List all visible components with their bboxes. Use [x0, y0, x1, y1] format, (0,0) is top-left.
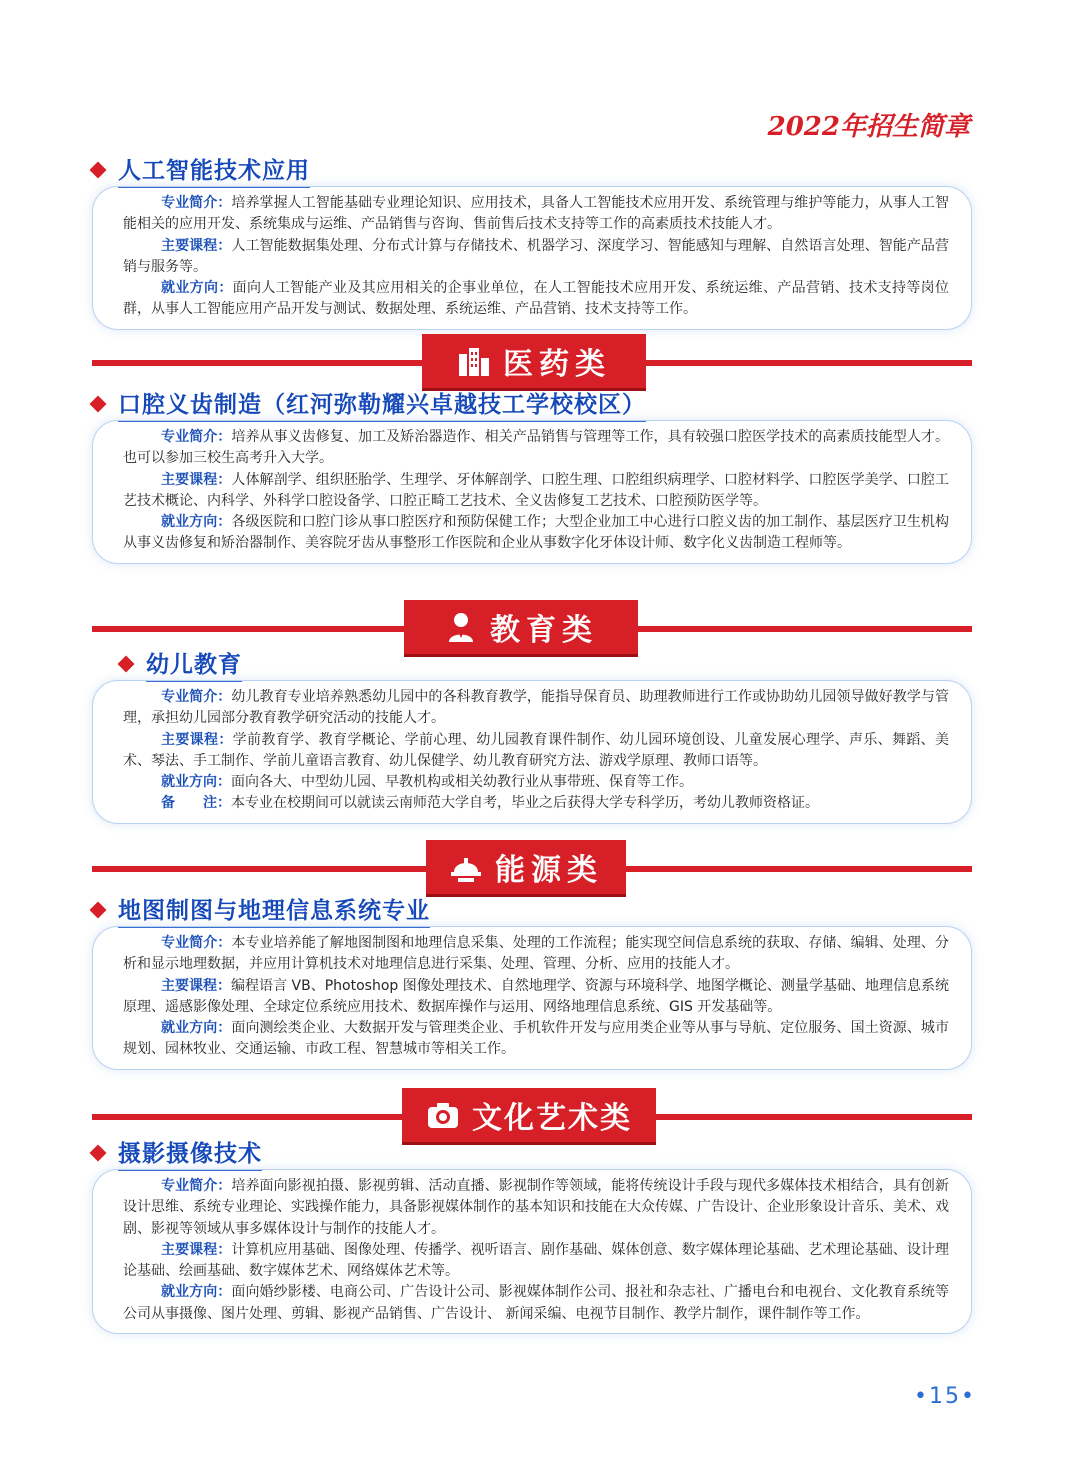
intro-paragraph: 专业简介：本专业培养能了解地图制图和地理信息采集、处理的工作流程；能实现空间信息系统的获取、存储、编辑、处理、分析和显示地理数据，并应用计算机技术对地理信息进行采集、处理、管理、分析、应用的技能人才。 — [123, 935, 950, 973]
page-number: •15• — [914, 1384, 976, 1409]
major-description-box — [92, 186, 972, 330]
courses-paragraph: 主要课程：学前教育学、教育学概论、学前心理、幼儿园教育课件制作、幼儿园环境创设、儿童发展心理学、声乐、舞蹈、美术、琴法、手工制作、学前儿童语言教育、幼儿保健学、幼儿教育研究方法、游戏学原理、教师口语等。 — [123, 731, 950, 769]
major-description-box — [92, 680, 972, 824]
diamond-bullet-icon — [90, 902, 107, 919]
diamond-bullet-icon — [90, 396, 107, 413]
category-label: 文化艺术类 — [472, 1101, 632, 1136]
major-section-dental — [92, 384, 972, 564]
major-description-box — [92, 1169, 972, 1334]
employment-paragraph: 就业方向：面向婚纱影楼、电商公司、广告设计公司、影视媒体制作公司、报社和杂志社、广播电台和电视台、文化教育系统等公司从事摄像、图片处理、剪辑、影视产品销售、广告设计、 新闻采编、电视节目制作、教学片制作，课件制作等工作。 — [123, 1284, 950, 1322]
diamond-bullet-icon — [90, 162, 107, 179]
hard-hat-icon — [449, 850, 483, 884]
major-section-ai — [92, 150, 972, 330]
intro-paragraph: 专业简介：幼儿教育专业培养熟悉幼儿园中的各科教育教学，能指导保育员、助理教师进行工作或协助幼儿园领导做好教学与管理，承担幼儿园部分教育教学研究活动的技能人才。 — [123, 689, 950, 727]
camera-icon — [426, 1098, 460, 1132]
teacher-icon — [444, 610, 478, 644]
employment-paragraph: 就业方向：面向各大、中型幼儿园、早教机构或相关幼教行业从事带班、保育等工作。 — [161, 774, 693, 791]
courses-paragraph: 主要课程：编程语言 VB、Photoshop 图像处理技术、自然地理学、资源与环境科学、地图学概论、测量学基础、地理信息系统原理、遥感影像处理、全球定位系统应用技术、数据库操作与运用、网络地理信息系统、GIS 开发基础等。 — [123, 977, 950, 1015]
category-label: 教育类 — [490, 613, 598, 648]
category-badge — [422, 334, 646, 388]
intro-paragraph: 专业简介：培养面向影视拍摄、影视剪辑、活动直播、影视制作等领域，能将传统设计手段与现代多媒体技术相结合，具有创新设计思维、系统专业理论、实践操作能力，具备影视媒体制作的基本知识和技能在大众传媒、广告设计、企业形象设计音乐、美术、戏剧、影视等领域从事多媒体设计与制作的技能人才。 — [123, 1178, 950, 1237]
brochure-title: 2022年招生简章 — [767, 112, 970, 142]
major-heading — [92, 384, 972, 424]
major-heading — [92, 644, 972, 684]
category-label: 能源类 — [495, 853, 603, 888]
intro-paragraph: 专业简介：培养掌握人工智能基础专业理论知识、应用技术，具备人工智能技术应用开发、系统管理与维护等能力，从事人工智能相关的应用开发、系统集成与运维、产品销售与咨询、售前售后技术支持等工作的高素质技术技能人才。 — [123, 195, 950, 233]
major-description-box — [92, 926, 972, 1070]
category-label: 医药类 — [503, 347, 611, 382]
category-badge — [426, 840, 626, 894]
building-icon — [457, 344, 491, 378]
major-heading — [92, 1133, 972, 1173]
major-section-gis — [92, 890, 972, 1070]
major-title: 人工智能技术应用 — [118, 152, 310, 188]
major-heading — [92, 150, 972, 190]
major-description-box — [92, 420, 972, 564]
major-section-preschool — [92, 644, 972, 824]
employment-paragraph: 就业方向：面向测绘类企业、大数据开发与管理类企业、手机软件开发与应用类企业等从事与导航、定位服务、国土资源、城市规划、园林牧业、交通运输、市政工程、智慧城市等相关工作。 — [123, 1020, 950, 1058]
employment-paragraph: 就业方向：各级医院和口腔门诊从事口腔医疗和预防保健工作；大型企业加工中心进行口腔义齿的加工制作、基层医疗卫生机构从事义齿修复和矫治器制作、美容院牙齿从事整形工作医院和企业从事数字化牙体设计师、数字化义齿制造工程师等。 — [123, 514, 950, 552]
intro-paragraph: 专业简介：培养从事义齿修复、加工及矫治器造作、相关产品销售与管理等工作，具有较强口腔医学技术的高素质技能型人才。也可以参加三校生高考升入大学。 — [123, 429, 950, 467]
courses-paragraph: 主要课程：人工智能数据集处理、分布式计算与存储技术、机器学习、深度学习、智能感知与理解、自然语言处理、智能产品营销与服务等。 — [123, 237, 950, 275]
major-section-photography — [92, 1133, 972, 1334]
diamond-bullet-icon — [90, 1145, 107, 1162]
major-title: 摄影摄像技术 — [118, 1135, 262, 1171]
courses-paragraph: 主要课程：人体解剖学、组织胚胎学、生理学、牙体解剖学、口腔生理、口腔组织病理学、口腔材料学、口腔医学美学、口腔工艺技术概论、内科学、外科学口腔设备学、口腔正畸工艺技术、全义齿修复工艺技术、口腔预防医学等。 — [123, 471, 950, 509]
major-title: 幼儿教育 — [146, 646, 242, 682]
major-heading — [92, 890, 972, 930]
major-title: 地图制图与地理信息系统专业 — [118, 892, 430, 928]
employment-paragraph: 就业方向：面向人工智能产业及其应用相关的企事业单位，在人工智能技术应用开发、系统运维、产品营销、技术支持等岗位群，从事人工智能应用产品开发与测试、数据处理、系统运维、产品营销、技术支持等工作。 — [123, 280, 950, 318]
major-title: 口腔义齿制造（红河弥勒耀兴卓越技工学校校区） — [118, 386, 646, 422]
courses-paragraph: 主要课程：计算机应用基础、图像处理、传播学、视听语言、剧作基础、媒体创意、数字媒体理论基础、艺术理论基础、设计理论基础、绘画基础、数字媒体艺术、网络媒体艺术等。 — [123, 1241, 950, 1280]
diamond-bullet-icon — [118, 656, 135, 673]
remarks-paragraph: 备 注：本专业在校期间可以就读云南师范大学自考，毕业之后获得大学专科学历，考幼儿教师资格证。 — [161, 795, 819, 812]
